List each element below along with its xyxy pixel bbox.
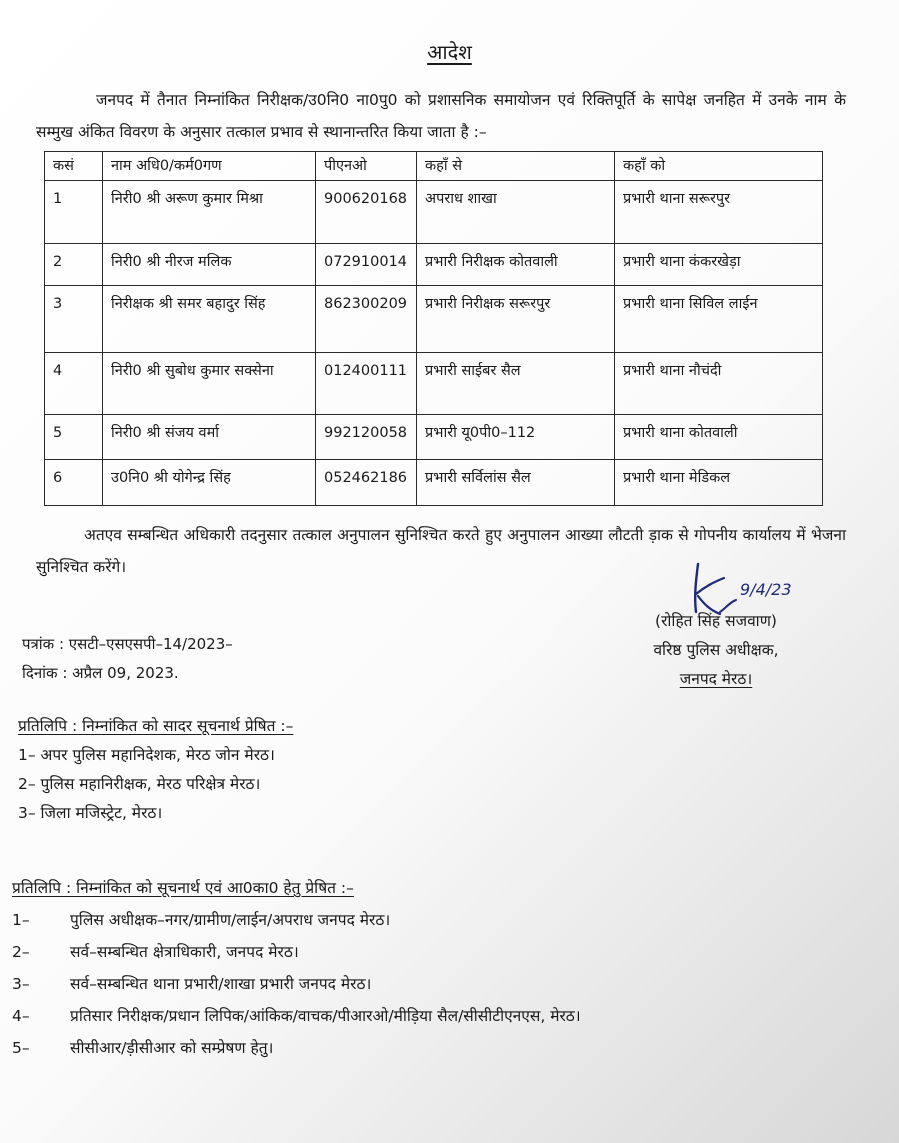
list-item	[12, 904, 581, 936]
cell-name: निरी0 श्री सुबोध कुमार सक्सेना	[103, 353, 316, 415]
copy-list-1	[18, 712, 293, 828]
intro-paragraph: जनपद में तैनात निम्नांकित निरीक्षक/उ0नि0 ना0पु0 को प्रशासनिक समायोजन एवं रिक्तिपूर्ति के सापेक्ष जनहित में उनके नाम के सम्मुख अंकित विवरण के अनुसार तत्काल प्रभाव से स्थानान्तरित किया जाता है :–	[36, 91, 846, 141]
list-item	[12, 936, 581, 968]
cell-serial: 2	[45, 244, 103, 286]
copy-heading: प्रतिलिपि : निम्नांकित को सादर सूचनार्थ प्रेषित :–	[18, 717, 294, 735]
cell-pno: 992120058	[316, 415, 417, 460]
closing-paragraph: अतएव सम्बन्धित अधिकारी तदनुसार तत्काल अनुपालन सुनिश्चित करते हुए अनुपालन आख्या लौटती ड़ाक से गोपनीय कार्यालय में भेजना सुनिश्चित करेंगे।	[36, 526, 846, 576]
col-header-from: कहाँ से	[417, 152, 615, 181]
letter-number: पत्रांक : एसटी–एसएसपी–14/2023–	[22, 635, 233, 653]
copy-list-2	[12, 872, 581, 1064]
cell-to: प्रभारी थाना नौचंदी	[615, 353, 823, 415]
cell-from: प्रभारी सर्विलांस सैल	[417, 460, 615, 506]
table-header-row	[45, 152, 823, 181]
cell-to: प्रभारी थाना सिविल लाईन	[615, 286, 823, 353]
list-item	[12, 968, 581, 1000]
col-header-serial: कसं	[45, 152, 103, 181]
cell-name: उ0नि0 श्री योगेन्द्र सिंह	[103, 460, 316, 506]
cell-from: प्रभारी साईबर सैल	[417, 353, 615, 415]
list-item: 2– पुलिस महानिरीक्षक, मेरठ परिक्षेत्र मेरठ।	[18, 775, 261, 793]
list-number: 3–	[12, 975, 30, 993]
table-row	[45, 181, 823, 244]
cell-pno: 862300209	[316, 286, 417, 353]
col-header-pno: पीएनओ	[316, 152, 417, 181]
cell-from: प्रभारी निरीक्षक सरूरपुर	[417, 286, 615, 353]
reference-block	[22, 630, 233, 688]
col-header-to: कहाँ को	[615, 152, 823, 181]
table-row	[45, 286, 823, 353]
list-text: सर्व–सम्बन्धित थाना प्रभारी/शाखा प्रभारी जनपद मेरठ।	[70, 975, 372, 993]
cell-name: निरी0 श्री संजय वर्मा	[103, 415, 316, 460]
list-text: प्रतिसार निरीक्षक/प्रधान लिपिक/आंकिक/वाचक/पीआरओ/मीड़िया सैल/सीसीटीएनएस, मेरठ।	[70, 1007, 581, 1025]
list-item: 1– अपर पुलिस महानिदेशक, मेरठ जोन मेरठ।	[18, 746, 275, 764]
officer-name: (रोहित सिंह सजवाण)	[655, 612, 777, 630]
cell-to: प्रभारी थाना कंकरखेड़ा	[615, 244, 823, 286]
cell-from: प्रभारी यू0पी0–112	[417, 415, 615, 460]
cell-serial: 5	[45, 415, 103, 460]
cell-serial: 6	[45, 460, 103, 506]
list-item	[12, 1032, 581, 1064]
officer-designation: वरिष्ठ पुलिस अधीक्षक,	[653, 641, 779, 659]
table-row	[45, 460, 823, 506]
list-text: सर्व–सम्बन्धित क्षेत्राधिकारी, जनपद मेरठ।	[70, 943, 299, 961]
table-row	[45, 415, 823, 460]
cell-serial: 1	[45, 181, 103, 244]
cell-serial: 3	[45, 286, 103, 353]
list-text: सीसीआर/ड़ीसीआर को सम्प्रेषण हेतु।	[70, 1039, 274, 1057]
cell-name: निरी0 श्री नीरज मलिक	[103, 244, 316, 286]
cell-name: निरीक्षक श्री समर बहादुर सिंह	[103, 286, 316, 353]
cell-serial: 4	[45, 353, 103, 415]
cell-to: प्रभारी थाना सरूरपुर	[615, 181, 823, 244]
list-item: 3– जिला मजिस्ट्रेट, मेरठ।	[18, 804, 163, 822]
col-header-name: नाम अधि0/कर्म0गण	[103, 152, 316, 181]
list-number: 5–	[12, 1039, 30, 1057]
cell-pno: 900620168	[316, 181, 417, 244]
list-text: पुलिस अधीक्षक–नगर/ग्रामीण/लाईन/अपराध जनपद मेरठ।	[70, 911, 391, 929]
letter-date: दिनांक : अप्रैल 09, 2023.	[22, 664, 179, 682]
cell-to: प्रभारी थाना मेडिकल	[615, 460, 823, 506]
cell-from: प्रभारी निरीक्षक कोतवाली	[417, 244, 615, 286]
list-number: 4–	[12, 1007, 30, 1025]
list-item	[12, 1000, 581, 1032]
signature-date: 9/4/23	[740, 580, 792, 599]
table-row	[45, 244, 823, 286]
signature-block	[616, 607, 816, 694]
table-row	[45, 353, 823, 415]
list-number: 1–	[12, 911, 30, 929]
cell-to: प्रभारी थाना कोतवाली	[615, 415, 823, 460]
cell-name: निरी0 श्री अरूण कुमार मिश्रा	[103, 181, 316, 244]
copy-heading: प्रतिलिपि : निम्नांकित को सूचनार्थ एवं आ0का0 हेतु प्रेषित :–	[12, 879, 354, 897]
list-number: 2–	[12, 943, 30, 961]
officer-district: जनपद मेरठ।	[679, 670, 753, 688]
document-title: आदेश	[427, 40, 472, 64]
cell-pno: 072910014	[316, 244, 417, 286]
cell-pno: 052462186	[316, 460, 417, 506]
transfer-table	[44, 151, 823, 506]
cell-pno: 012400111	[316, 353, 417, 415]
cell-from: अपराध शाखा	[417, 181, 615, 244]
